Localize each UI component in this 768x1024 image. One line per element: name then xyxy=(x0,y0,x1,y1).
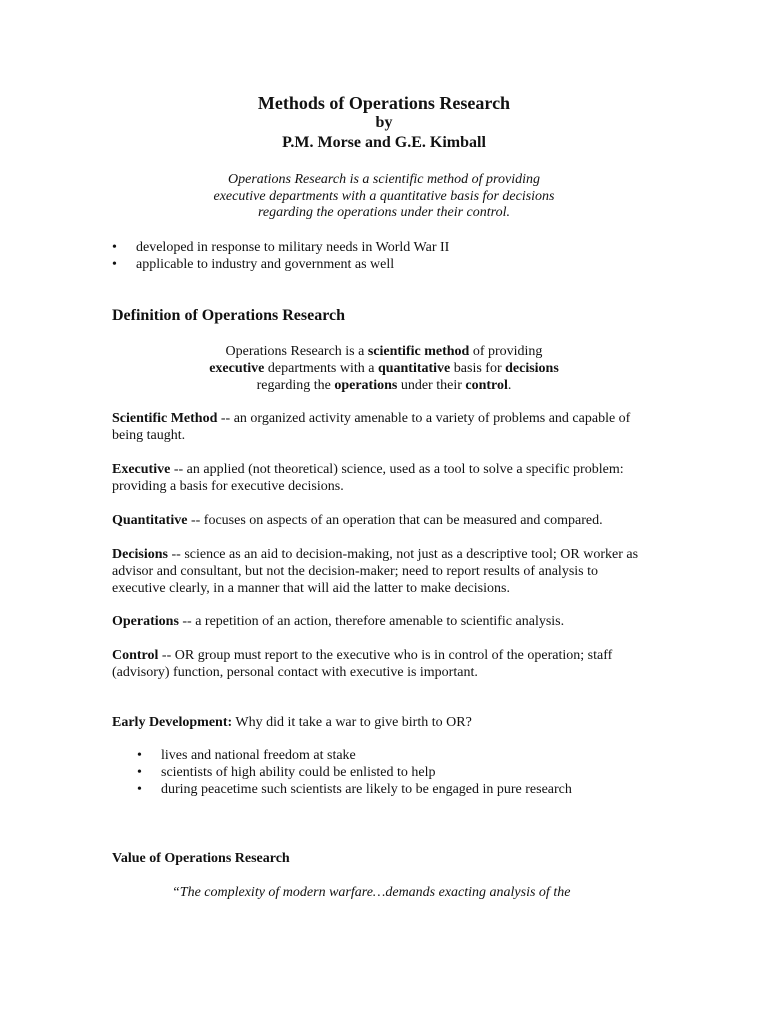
term-label: Decisions xyxy=(112,547,168,562)
definition-text: of providing xyxy=(469,344,543,359)
term-label: Early Development: xyxy=(112,715,233,730)
term-executive xyxy=(112,461,652,495)
term-scientific-method xyxy=(112,410,652,444)
list-item: • applicable to industry and government as well xyxy=(112,256,672,273)
term-text: Why did it take a war to give birth to OR? xyxy=(232,715,472,730)
authors: P.M. Morse and G.E. Kimball xyxy=(282,134,486,151)
origin-bullet-list xyxy=(112,239,672,273)
intro-line: Operations Research is a scientific method of providing xyxy=(228,172,540,187)
term-decisions xyxy=(112,546,652,597)
intro-line: regarding the operations under their control. xyxy=(258,205,510,220)
intro-statement xyxy=(150,172,618,222)
early-development-bullet-list xyxy=(137,747,657,798)
list-item: • during peacetime such scientists are likely to be engaged in pure research xyxy=(137,781,657,798)
definition-text: Operations Research is a xyxy=(225,344,368,359)
intro-line: executive departments with a quantitative basis for decisions xyxy=(213,188,555,204)
term-label: Quantitative xyxy=(112,513,188,528)
term-text: -- an applied (not theoretical) science, used as a tool to solve a specific problem: providing a basis for executive decisions. xyxy=(112,462,624,494)
list-item: • lives and national freedom at stake xyxy=(137,747,657,764)
definition-text: departments with a xyxy=(264,361,378,376)
definition-keyword: control xyxy=(465,378,508,393)
byline-by: by xyxy=(375,114,393,131)
definition-keyword: scientific method xyxy=(367,344,470,359)
definition-text: basis for xyxy=(450,361,506,376)
term-label: Control xyxy=(112,648,159,663)
term-text: -- focuses on aspects of an operation that can be measured and compared. xyxy=(187,513,603,528)
definition-heading: Definition of Operations Research xyxy=(112,307,346,324)
term-text: -- science as an aid to decision-making, not just as a descriptive tool; OR worker as advisor and consultant, but not the decision-maker; need to report results of analysis to executive clearly, in a manner that will aid the latter to make decisions. xyxy=(112,547,639,596)
term-quantitative xyxy=(112,512,652,529)
term-text: -- OR group must report to the executive who is in control of the operation; staff (advisory) function, personal contact with executive is important. xyxy=(112,648,613,680)
early-development xyxy=(112,714,652,731)
value-heading: Value of Operations Research xyxy=(112,851,290,866)
definition-keyword: executive xyxy=(209,361,265,376)
list-item: • developed in response to military needs in World War II xyxy=(112,239,672,256)
definition-text: under their xyxy=(397,378,466,393)
term-label: Executive xyxy=(112,462,171,477)
definition-keyword: operations xyxy=(334,378,398,393)
definition-statement xyxy=(150,343,618,394)
definition-keyword: quantitative xyxy=(377,361,451,376)
document-title: Methods of Operations Research xyxy=(257,93,511,113)
definition-line xyxy=(150,377,618,394)
term-text: -- a repetition of an action, therefore amenable to scientific analysis. xyxy=(178,614,565,629)
term-control xyxy=(112,647,652,681)
term-operations xyxy=(112,613,652,630)
term-text: -- an organized activity amenable to a variety of problems and capable of being taught. xyxy=(112,411,631,443)
term-label: Operations xyxy=(112,614,179,629)
definition-text: . xyxy=(507,378,512,393)
definition-line xyxy=(150,360,618,377)
term-label: Scientific Method xyxy=(112,411,218,426)
definition-keyword: decisions xyxy=(505,361,559,376)
list-item: • scientists of high ability could be enlisted to help xyxy=(137,764,657,781)
value-quote: “The complexity of modern warfare…demands exacting analysis of the xyxy=(172,885,571,900)
definition-text: regarding the xyxy=(256,378,335,393)
definition-line xyxy=(150,343,618,360)
